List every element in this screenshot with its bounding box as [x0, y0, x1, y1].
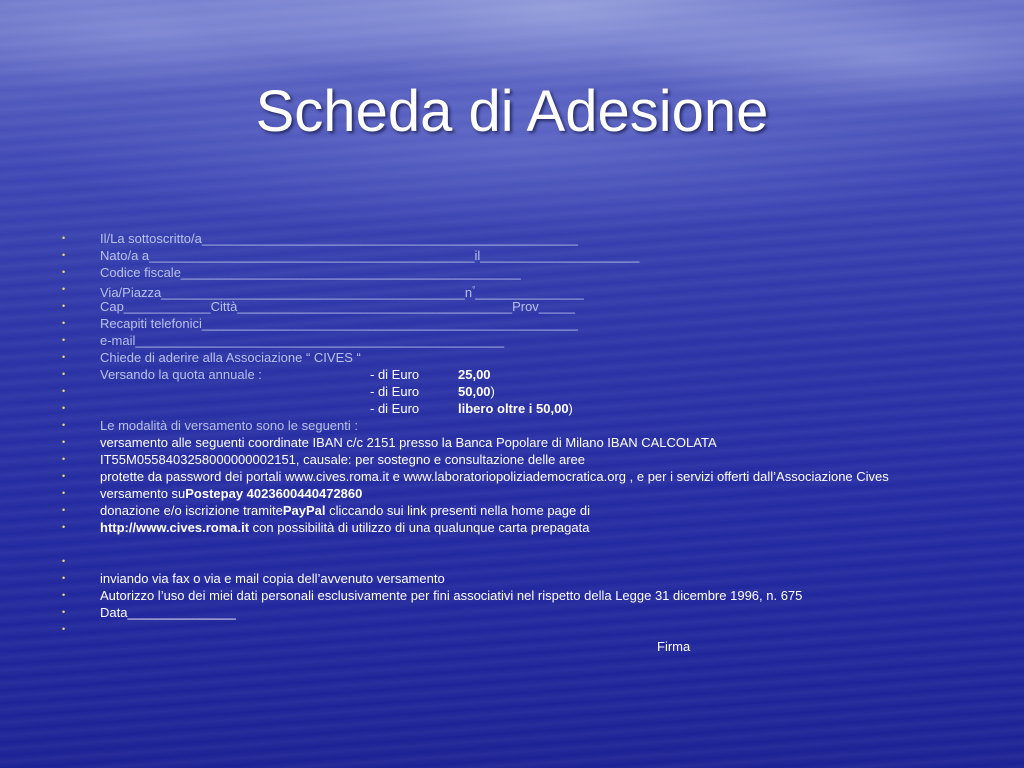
- bullet-dot-icon: •: [62, 624, 66, 634]
- list-item-quota-3: [62, 400, 1002, 417]
- list-item-cap: [62, 298, 1002, 315]
- quota-option-free: libero oltre i 50,00): [458, 401, 573, 416]
- birthplace-field[interactable]: Nato/a a_____________________________________________: [100, 248, 475, 263]
- list-item-name: [62, 230, 1002, 247]
- list-item-street: [62, 281, 1002, 301]
- list-item-empty: [62, 536, 1002, 570]
- membership-request-text: Chiede di aderire alla Associazione “ CIVES “: [100, 350, 361, 365]
- bullet-dot-icon: •: [62, 267, 66, 277]
- bullet-dot-icon: •: [62, 386, 66, 396]
- list-item-request: [62, 349, 1002, 366]
- signature-label: Firma: [657, 639, 691, 654]
- list-item-phone: [62, 315, 1002, 332]
- bullet-dot-icon: •: [62, 471, 66, 481]
- bullet-dot-icon: •: [62, 284, 66, 294]
- number-degree-sign: °: [472, 285, 476, 294]
- form-list: [62, 230, 1002, 655]
- list-item-site: [62, 519, 1002, 536]
- list-item-quota-2: [62, 383, 1002, 400]
- privacy-text: Autorizzo l’uso dei miei dati personali esclusivamente per fini associativi nel rispetto della Legge 31 dicembre 1996, n. 675: [100, 588, 803, 603]
- quota-value: libero oltre i 50,00: [458, 401, 569, 416]
- iban-number-text: IT55M0558403258000000002151, causale: per sostegno e consultazione delle aree: [100, 452, 585, 467]
- date-field[interactable]: Data_______________: [100, 605, 236, 620]
- list-item-email: [62, 332, 1002, 349]
- list-item-signature: [62, 638, 1002, 655]
- bullet-dot-icon: •: [62, 301, 66, 311]
- bullet-dot-icon: •: [62, 454, 66, 464]
- bullet-dot-icon: •: [62, 505, 66, 515]
- cap-city-prov-field[interactable]: Cap____________Città______________________________________Prov_____: [100, 299, 575, 314]
- bullet-dot-icon: •: [62, 335, 66, 345]
- bullet-dot-icon: •: [62, 437, 66, 447]
- fax-text: inviando via fax o via e mail copia dell’avvenuto versamento: [100, 571, 445, 586]
- paypal-suffix: cliccando sui link presenti nella home page di: [325, 503, 590, 518]
- bullet-dot-icon: •: [62, 590, 66, 600]
- quota-prefix: - di Euro: [370, 401, 420, 416]
- bullet-dot-icon: •: [62, 369, 66, 379]
- postepay-number: Postepay 4023600440472860: [185, 486, 363, 501]
- list-item-portals: [62, 468, 1002, 485]
- phone-field[interactable]: Recapiti telefonici____________________________________________________: [100, 316, 578, 331]
- bullet-dot-icon: •: [62, 488, 66, 498]
- bullet-dot-icon: •: [62, 403, 66, 413]
- name-field[interactable]: Il/La sottoscritto/a____________________________________________________: [100, 231, 578, 246]
- bullet-dot-icon: •: [62, 352, 66, 362]
- bullet-dot-icon: •: [62, 233, 66, 243]
- street-number-field[interactable]: _______________: [475, 285, 584, 301]
- list-item-postepay: [62, 485, 1002, 502]
- portals-text: protette da password dei portali www.cives.roma.it e www.laboratoriopoliziademocratica.org , e per i servizi offerti dall’Associazione Cives: [100, 469, 889, 484]
- list-item-paypal: [62, 502, 1002, 519]
- quota-label: Versando la quota annuale :: [100, 367, 262, 382]
- list-item-quota-1: [62, 366, 1002, 383]
- list-item-privacy: [62, 587, 1002, 604]
- list-item-iban-cont: [62, 451, 1002, 468]
- quota-value: 50,00: [458, 384, 491, 399]
- fiscal-code-field[interactable]: Codice fiscale_______________________________________________: [100, 265, 521, 280]
- iban-text: versamento alle seguenti coordinate IBAN c/c 2151 presso la Banca Popolare di Milano IBAN CALCOLATA: [100, 435, 717, 450]
- paypal-link[interactable]: PayPal: [282, 503, 326, 518]
- site-suffix: con possibilità di utilizzo di una qualunque carta prepagata: [249, 520, 590, 535]
- list-item-date: [62, 604, 1002, 621]
- quota-value: 25,00: [458, 367, 491, 382]
- quota-option-50: 50,00): [458, 384, 495, 399]
- bullet-dot-icon: •: [62, 250, 66, 260]
- bullet-dot-icon: •: [62, 420, 66, 430]
- payment-modes-intro: Le modalità di versamento sono le seguenti :: [100, 418, 358, 433]
- list-item-fax: [62, 570, 1002, 587]
- bullet-dot-icon: •: [62, 556, 66, 566]
- quota-prefix: - di Euro: [370, 367, 420, 382]
- birthdate-field[interactable]: il______________________: [474, 248, 640, 263]
- postepay-prefix: versamento su: [100, 486, 186, 501]
- bullet-dot-icon: •: [62, 318, 66, 328]
- email-field[interactable]: e-mail___________________________________________________: [100, 333, 505, 348]
- list-item-modes-intro: [62, 417, 1002, 434]
- bullet-dot-icon: •: [62, 522, 66, 532]
- list-item-fiscal-code: [62, 264, 1002, 281]
- paypal-prefix: donazione e/o iscrizione tramite: [100, 503, 283, 518]
- street-field[interactable]: Via/Piazza__________________________________________n: [100, 285, 473, 301]
- quota-prefix: - di Euro: [370, 384, 420, 399]
- list-item-signature-bullet: [62, 621, 1002, 638]
- page-title: Scheda di Adesione: [255, 79, 769, 144]
- site-link[interactable]: http://www.cives.roma.it: [100, 520, 250, 535]
- bullet-dot-icon: •: [62, 607, 66, 617]
- bullet-dot-icon: •: [62, 573, 66, 583]
- list-item-birth: [62, 247, 1002, 264]
- list-item-iban: [62, 434, 1002, 451]
- quota-option-25: [458, 366, 491, 383]
